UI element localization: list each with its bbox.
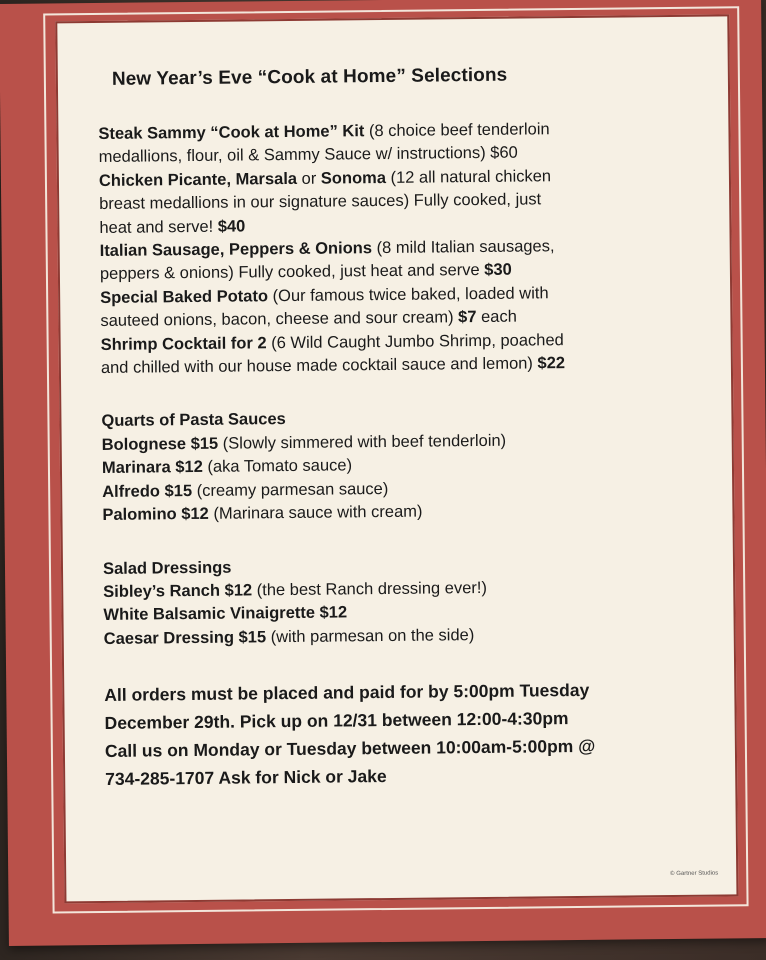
item-desc: and chilled with our house made cocktail sauce and lemon) (100, 354, 538, 378)
item-desc: (12 all natural chicken (385, 167, 552, 187)
footer-line: Call us on Monday or Tuesday between 10:00am-5:00pm @ (104, 735, 596, 762)
item-desc: (Marinara sauce with cream) (208, 502, 423, 523)
item-name: Shrimp Cocktail for 2 (100, 333, 267, 354)
item-desc: medallions, flour, oil & Sammy Sauce w/ instructions) $60 (98, 143, 518, 167)
menu-content (98, 63, 706, 793)
item-name: Marinara $12 (101, 458, 203, 478)
item-name: Chicken Picante, Marsala (98, 169, 298, 190)
item-name: Bolognese $15 (101, 434, 219, 454)
salad-dressings-section (103, 551, 704, 651)
item-price: $30 (484, 261, 512, 280)
footer-line: December 29th. Pick up on 12/31 between 12:00-4:30pm (104, 708, 569, 734)
item-desc: (creamy parmesan sauce) (191, 479, 389, 500)
item-price: $40 (217, 217, 246, 236)
footer-line: 734-285-1707 Ask for Nick or Jake (105, 766, 387, 790)
pasta-sauces-section (101, 404, 702, 527)
item-name: Palomino $12 (102, 504, 209, 525)
item-name: Special Baked Potato (100, 287, 269, 307)
item-desc: breast medallions in our signature sauces) Fully cooked, just (99, 190, 542, 214)
item-desc: each (476, 307, 517, 327)
item-desc: (Our famous twice baked, loaded with (267, 284, 549, 306)
item-desc: (6 Wild Caught Jumbo Shrimp, poached (266, 330, 564, 352)
order-instructions (104, 675, 705, 793)
item-name: Caesar Dressing $15 (103, 627, 267, 648)
item-name: Alfredo $15 (102, 481, 193, 501)
item-desc: (with parmesan on the side) (265, 625, 475, 646)
item-desc: sauteed onions, bacon, cheese and sour cream) (100, 308, 459, 331)
item-name: White Balsamic Vinaigrette $12 (103, 603, 348, 625)
item-desc: heat and serve! (99, 217, 218, 237)
footer-line: All orders must be placed and paid for by 5:00pm Tuesday (104, 679, 590, 706)
section-heading: Salad Dressings (102, 558, 232, 578)
item-price: $22 (537, 354, 566, 373)
item-desc: (the best Ranch dressing ever!) (252, 578, 487, 600)
item-name: Sibley’s Ranch $12 (103, 581, 253, 601)
item-price: $7 (458, 308, 477, 327)
item-name: Steak Sammy “Cook at Home” Kit (98, 122, 365, 143)
copyright-credit: © Gartner Studios (670, 870, 719, 878)
menu-title: New Year’s Eve “Cook at Home” Selections (111, 64, 508, 90)
item-desc: (8 mild Italian sausages, (371, 237, 555, 258)
flyer-paper (55, 14, 738, 903)
item-desc: (8 choice beef tenderloin (364, 120, 550, 141)
cook-at-home-items (98, 117, 701, 381)
item-desc: peppers & onions) Fully cooked, just heat and serve (99, 261, 485, 284)
item-desc: (Slowly simmered with beef tenderloin) (218, 431, 507, 453)
section-heading: Quarts of Pasta Sauces (101, 410, 286, 431)
item-name: Sonoma (320, 168, 387, 188)
item-desc: or (296, 169, 321, 188)
item-name: Italian Sausage, Peppers & Onions (99, 239, 373, 261)
item-desc: (aka Tomato sauce) (202, 456, 353, 477)
